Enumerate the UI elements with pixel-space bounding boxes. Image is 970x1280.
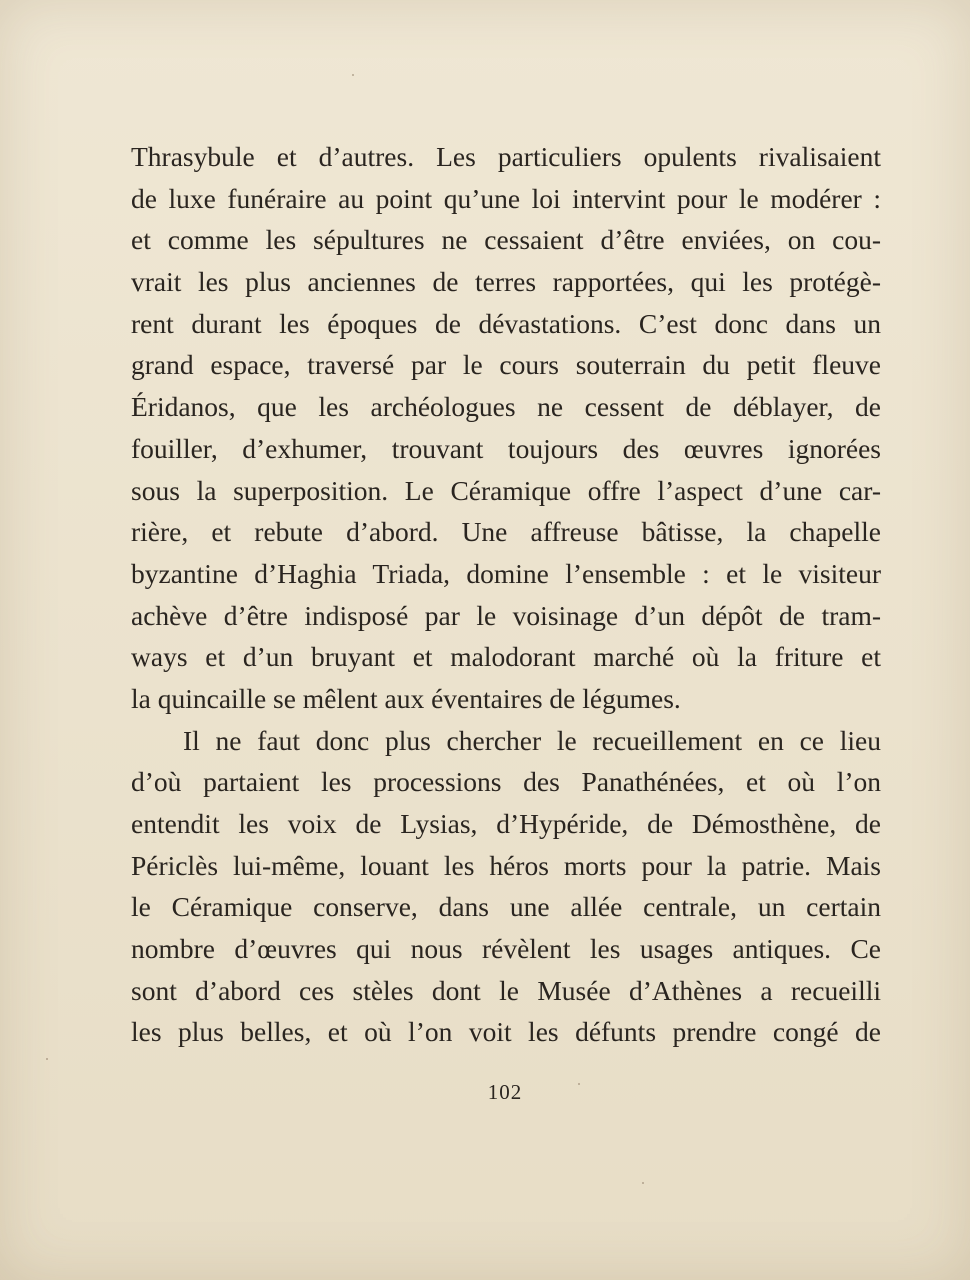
- paper-speck: [578, 1083, 580, 1085]
- text-line: Il ne faut donc plus chercher le recueillement en ce lieu: [183, 724, 881, 756]
- paper-speck: [642, 1182, 644, 1184]
- text-line: grand espace, traversé par le cours souterrain du petit fleuve: [131, 349, 881, 381]
- text-line: de luxe funéraire au point qu’une loi intervint pour le modérer :: [131, 182, 881, 214]
- text-line: les plus belles, et où l’on voit les défunts prendre congé de: [131, 1016, 881, 1048]
- text-line: achève d’être indisposé par le voisinage d’un dépôt de tram-: [131, 599, 881, 631]
- body-text: [131, 136, 881, 1053]
- paper-speck: [46, 1058, 48, 1060]
- text-line: le Céramique conserve, dans une allée centrale, un certain: [131, 891, 881, 923]
- text-line: vrait les plus anciennes de terres rapportées, qui les protégè-: [131, 266, 881, 298]
- text-line: entendit les voix de Lysias, d’Hypéride, de Démosthène, de: [131, 808, 881, 839]
- text-line: fouiller, d’exhumer, trouvant toujours des œuvres ignorées: [131, 432, 881, 464]
- text-line: sont d’abord ces stèles dont le Musée d’Athènes a recueilli: [131, 974, 881, 1006]
- text-line: byzantine d’Haghia Triada, domine l’ensemble : et le visiteur: [131, 557, 881, 589]
- text-line: rière, et rebute d’abord. Une affreuse bâtisse, la chapelle: [131, 516, 881, 548]
- paper-speck: [352, 74, 354, 76]
- text-line: sous la superposition. Le Céramique offre l’aspect d’une car-: [131, 474, 881, 506]
- page-number: 102: [487, 1080, 523, 1104]
- text-line: Éridanos, que les archéologues ne cessent de déblayer, de: [131, 391, 881, 423]
- text-line: Thrasybule et d’autres. Les particuliers opulents rivalisaient: [131, 141, 881, 172]
- text-line: la quincaille se mêlent aux éventaires de légumes.: [131, 682, 681, 714]
- text-line: Périclès lui-même, louant les héros morts pour la patrie. Mais: [131, 849, 881, 881]
- text-line: d’où partaient les processions des Panathénées, et où l’on: [131, 766, 881, 798]
- text-line: et comme les sépultures ne cessaient d’être enviées, on cou-: [131, 224, 881, 256]
- text-line: nombre d’œuvres qui nous révèlent les usages antiques. Ce: [131, 933, 881, 965]
- text-line: ways et d’un bruyant et malodorant marché où la friture et: [131, 641, 881, 673]
- text-line: rent durant les époques de dévastations. C’est donc dans un: [131, 307, 881, 339]
